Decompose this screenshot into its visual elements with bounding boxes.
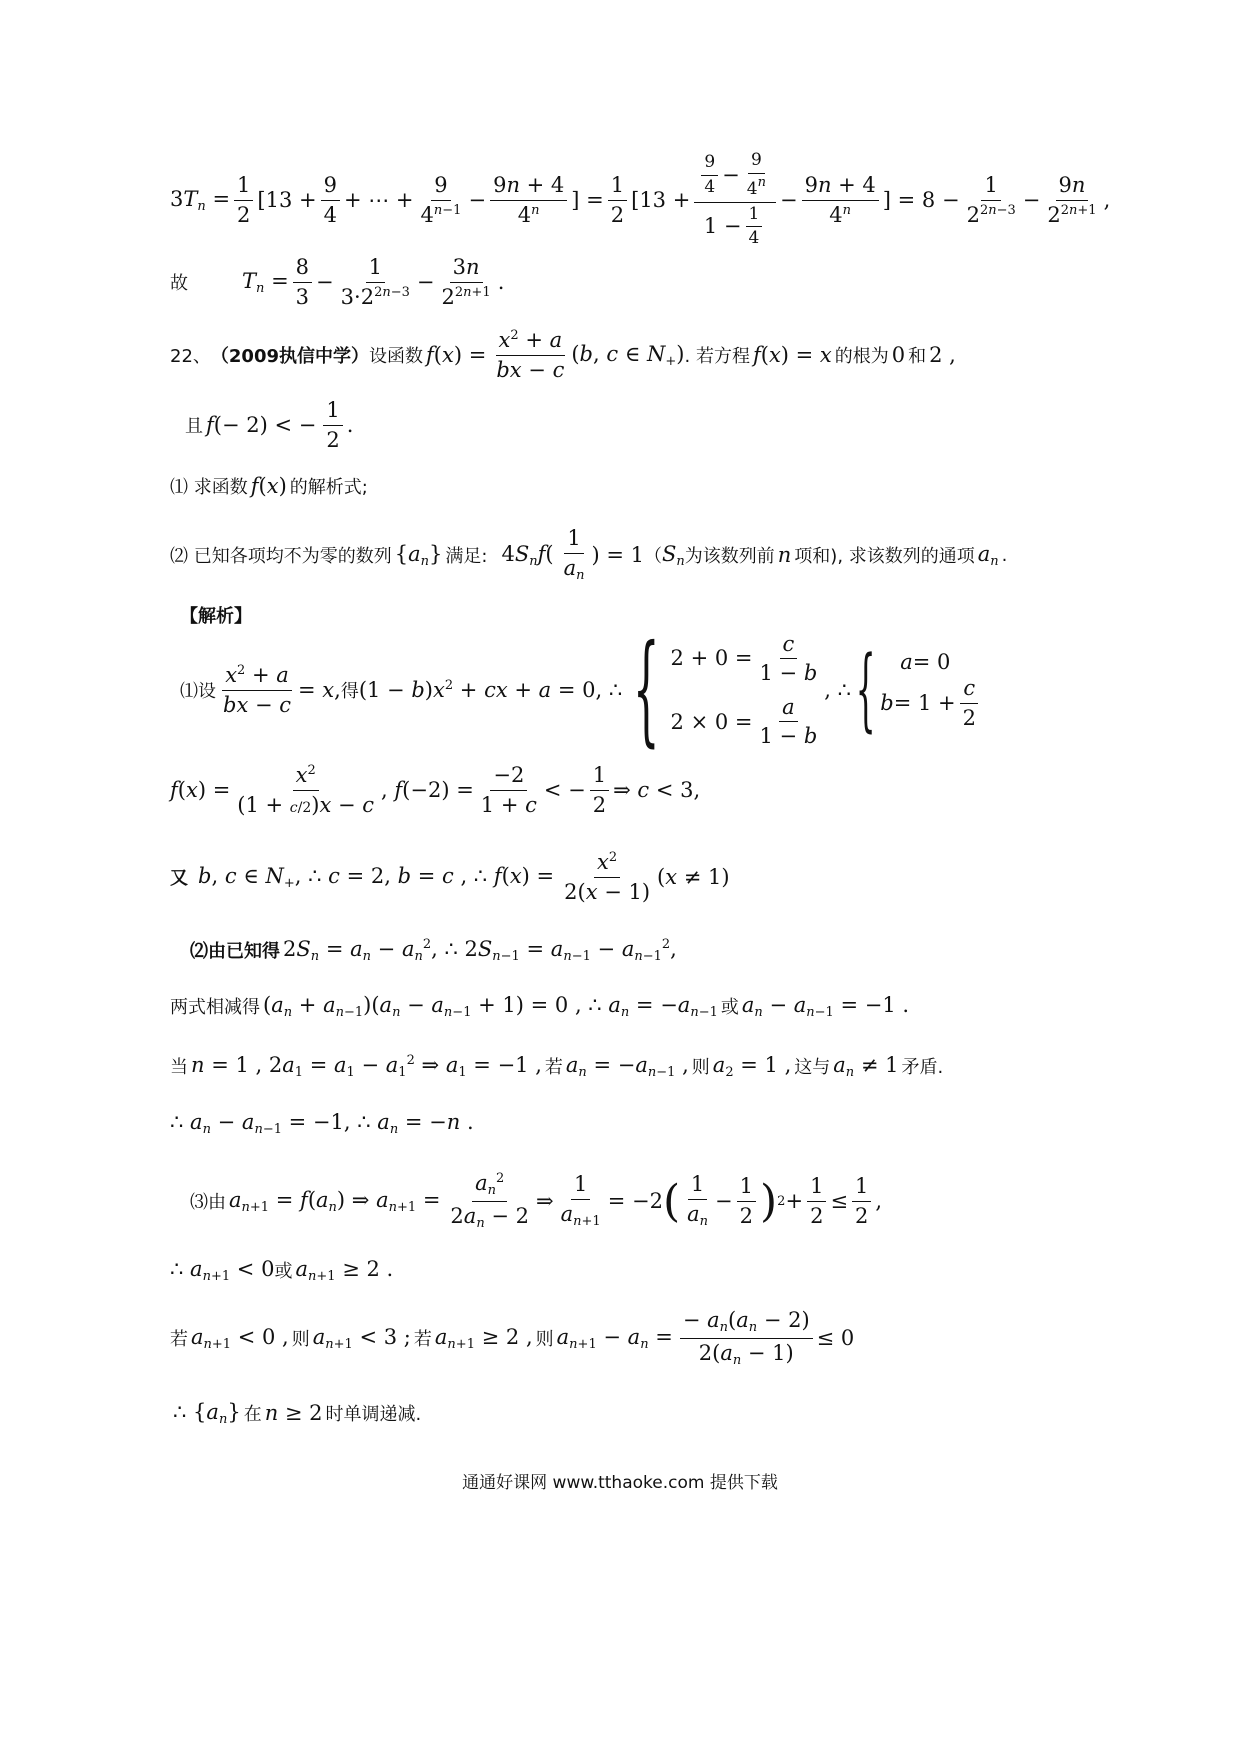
solution-step5: 两式相减得 $(a_n + a_{n-1})(a_n - a_{n-1} + 1) = 0$ , ∴ $a_n = -a_{n-1}$ 或 $a_n - a_{n-1} = -1$ .: [170, 992, 910, 1020]
solution-header: 【解析】: [180, 606, 252, 627]
solution-step9: ∴ $a_{n+1} < 0$ 或 $a_{n+1} \ge 2$ .: [170, 1256, 394, 1284]
solution-step7: ∴ $a_n - a_{n-1} = -1$, ∴ $a_n = -n$ .: [170, 1109, 474, 1137]
solution-step10: 若 $a_{n+1} < 0$ , 则 $a_{n+1} < 3$ ; 若 $a_{n+1} \ge 2$ , 则 $a_{n+1} - a_n$ = $\frac{- a_n(a_n - 2)}{2(a_n - 1)}$ ≤ 0: [170, 1307, 855, 1368]
page-footer: 通通好课网 www.tthaoke.com 提供下载: [462, 1473, 778, 1493]
problem-source: （2009执信中学）: [210, 346, 370, 367]
solution-step1: ⑴设 $\frac{x^2 + a}{bx - c}$ = x, 得 $(1 - b)x^2$ + cx + a = 0, ∴ { 2 + 0 = $\frac{c}{1 - b}$ 2 × 0 = $\frac{a}{1 - b}$ , ∴ { a = 0 b = 1 + $\frac{c}{2}$: [180, 630, 983, 750]
therefore-label: 故: [170, 273, 188, 294]
solution-step6: 当 n = 1 , $2a_1 = a_1 - a_1^2$ ⇒ $a_1 = -1$ , 若 $a_n = -a_{n-1}$ , 则 $a_2 = 1$ , 这与 $a_n \ne 1$ 矛盾.: [170, 1052, 944, 1080]
equation-3tn: $3T_n$ = $\frac{1}{2}$ [13 + $\frac{9}{4}$ + ⋯ + $\frac{9}{4^{n-1}}$ − $\frac{9n + 4}{4^n}$ ] = $\frac{1}{2}$ [13 + $\frac{9}{4}$ − $\frac{9}{4^n}$ 1 − $\frac{1}{4}$ − $\frac{9n + 4}{4^n}$ ] = 8 − $\frac{1}{2^{2n-3}}$ − $\frac{9n}{2^{2n+1}}$ ,: [170, 150, 1111, 249]
problem-number: 22、: [170, 346, 211, 367]
solution-step8: ⑶由 $a_{n+1} = f(a_n)$ ⇒ $a_{n+1}$ = $\frac{a_n^2}{2a_n - 2}$ ⇒ $\frac{1}{a_{n+1}}$ = −2 ( $\frac{1}{a_n}$ − $\frac{1}{2}$ ) 2 + $\frac{1}{2}$ ≤ $\frac{1}{2}$ ,: [190, 1170, 883, 1231]
solution-final: ∴ $\{a_n\}$ 在 n ≥ 2 时单调递减.: [173, 1399, 422, 1427]
equation-tn: 故 $T_n$ = $\frac{8}{3}$ − $\frac{1}{3\cdot 2^{2n-3}}$ − $\frac{3n}{2^{2n+1}}$ .: [170, 255, 505, 309]
solution-step3: 又 b, c ∈ $N_+$, ∴ c = 2, b = c , ∴ f(x) = $\frac{x^2}{2(x - 1)}$ (x ≠ 1): [170, 850, 730, 904]
problem-statement: 22、 （2009执信中学） 设函数 f(x) = $\frac{x^2 + a}{bx - c}$ (b, c ∈ $N_+$) . 若方程 f(x) = x 的根为 0 和 2 ,: [170, 328, 956, 382]
solution-step2: f(x) = $\frac{x^2}{(1 + c/2)x - c}$ , f(−2) = $\frac{-2}{1 + c}$ < − $\frac{1}{2}$ ⇒ c < 3,: [170, 763, 701, 817]
problem-part1: ⑴ 求函数 f(x) 的解析式;: [170, 474, 368, 498]
problem-part2: ⑵ 已知各项均不为零的数列 $\{a_n\}$ 满足: $4S_nf$( $\frac{1}{a_n}$ ) = 1 （ $S_n$ 为该数列前 n 项和), 求该数列的通项 $a_n$ .: [170, 526, 1008, 583]
solution-step4: ⑵由已知得 $2S_n = a_n - a_n^2$, ∴ $2S_{n-1} = a_{n-1} - a_{n-1}^2$,: [190, 936, 677, 964]
problem-condition: 且 f(− 2) < − $\frac{1}{2}$ .: [185, 398, 354, 452]
